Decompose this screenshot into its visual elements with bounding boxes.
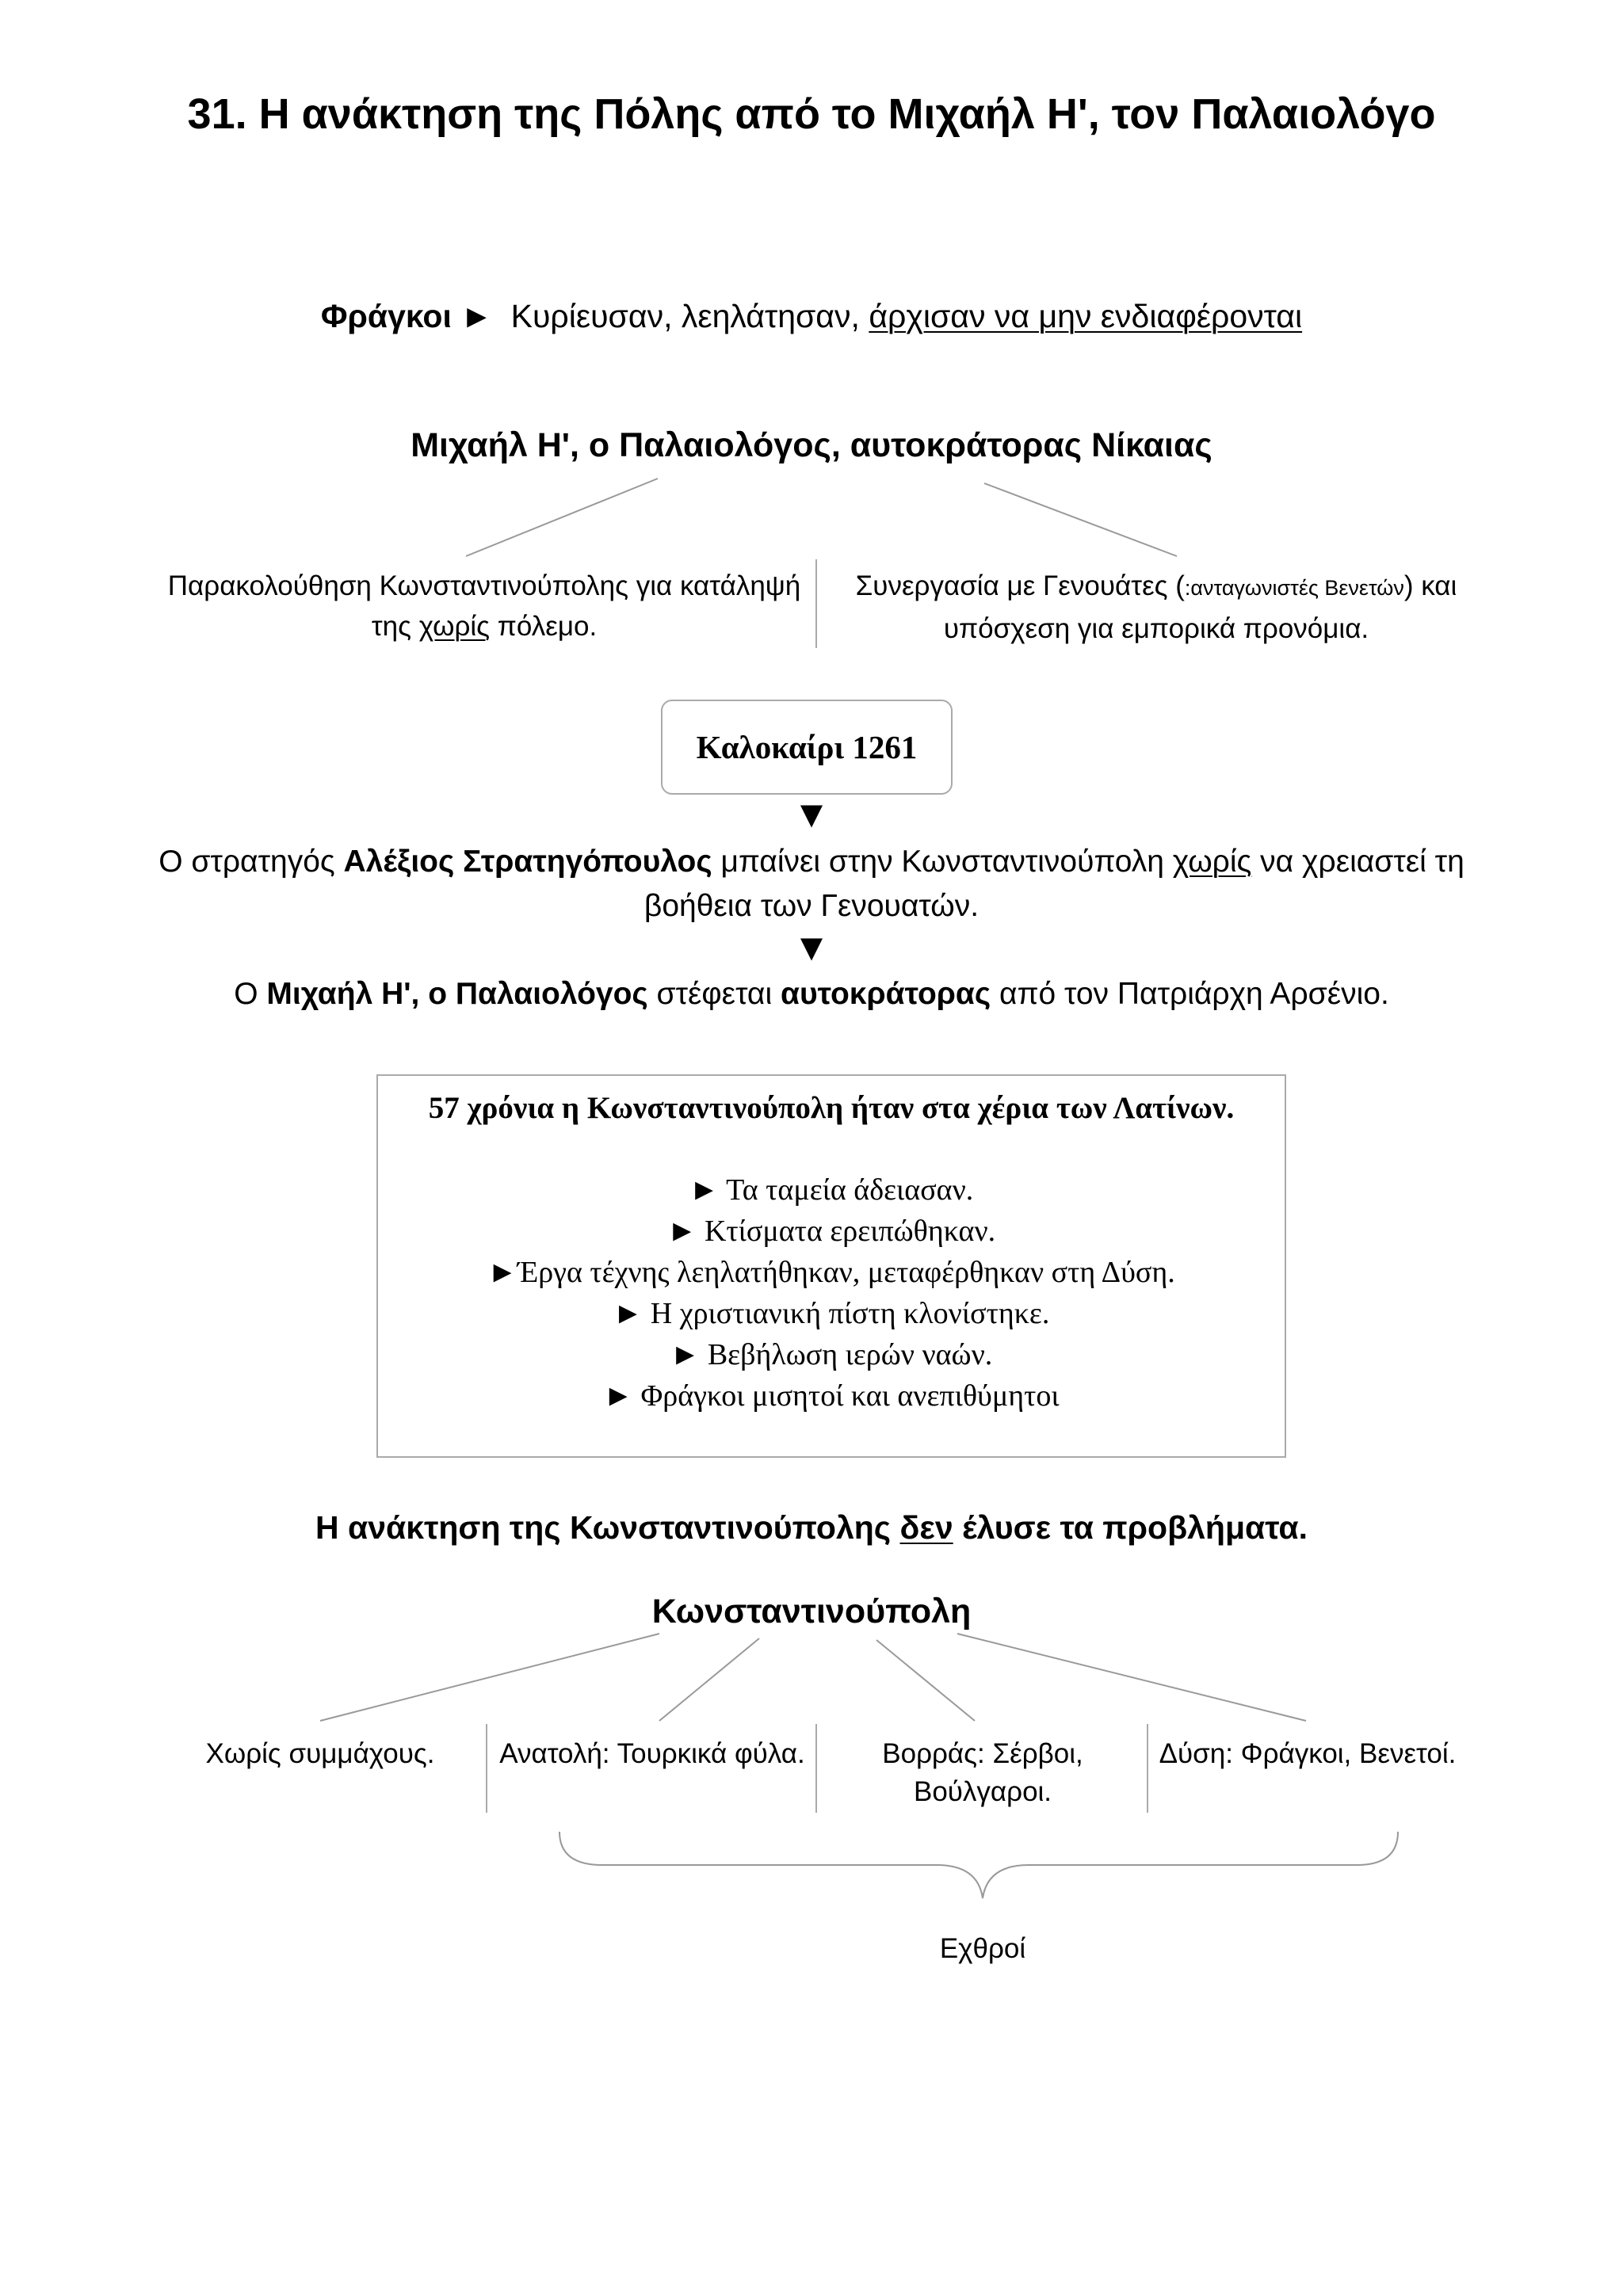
general-underlined: χωρίς — [1172, 845, 1252, 879]
latin-rule-item: ► Φράγκοι μισητοί και ανεπιθύμητοι — [603, 1379, 1060, 1413]
arrow-down-icon: ▼ — [792, 794, 831, 836]
general-name: Αλέξιος Στρατηγόπουλος — [343, 845, 712, 879]
coronation-line — [98, 973, 1525, 1016]
general-before: Ο στρατηγός — [158, 845, 335, 879]
connector-cpl-1 — [659, 1638, 759, 1721]
franks-text: Κυρίευσαν, λεηλάτησαν, — [510, 298, 860, 334]
date-label: Καλοκαίρι 1261 — [696, 729, 918, 765]
recovery-after: έλυσε τα προβλήματα. — [962, 1509, 1308, 1546]
branch-right-text: Συνεργασία με Γενουάτες ( — [855, 570, 1185, 601]
arrow-down-icon: ▼ — [792, 927, 831, 969]
connector-cpl-3 — [957, 1634, 1306, 1721]
branch-right-end: ) και υπόσχεση για εμπορικά προνόμια. — [943, 570, 1457, 644]
arrow-right-icon: ► — [460, 298, 493, 334]
recovery-before: Η ανάκτηση της Κωνσταντινούπολης — [315, 1509, 892, 1546]
recovery-underlined: δεν — [899, 1509, 953, 1546]
branch-left-underlined: χωρίς — [418, 611, 491, 642]
constantinople-heading: Κωνσταντινούπολη — [651, 1592, 972, 1630]
latin-rule-item: ► Η χριστιανική πίστη κλονίστηκε. — [613, 1297, 1050, 1330]
latin-rule-item: ► Βεβήλωση ιερών ναών. — [670, 1338, 993, 1371]
latin-rule-item: ► Τα ταμεία άδειασαν. — [689, 1173, 974, 1207]
latin-rule-heading: 57 χρόνια η Κωνσταντινούπολη ήταν στα χέρια των Λατίνων. — [428, 1091, 1235, 1125]
franks-underlined: άρχισαν να μην ενδιαφέρονται — [869, 298, 1303, 334]
franks-label: Φράγκοι — [320, 298, 452, 334]
branch-left — [155, 566, 813, 646]
branch-right — [819, 566, 1493, 649]
situation-north: Βορράς: Σέρβοι, Βούλγαροι. — [882, 1738, 1083, 1807]
connector-michael-left — [466, 479, 658, 556]
situation-no-allies: Χωρίς συμμάχους. — [205, 1738, 435, 1769]
situation-west: Δύση: Φράγκοι, Βενετοί. — [1159, 1738, 1457, 1769]
connector-michael-right — [984, 483, 1177, 556]
enemies-label: Εχθροί — [939, 1933, 1026, 1964]
michael-heading: Μιχαήλ Η', ο Παλαιολόγος, αυτοκράτορας Νίκαιας — [411, 426, 1212, 464]
recovery-statement — [98, 1505, 1525, 1550]
branch-left-end: πόλεμο. — [497, 611, 598, 642]
coronation-title: αυτοκράτορας — [780, 977, 991, 1011]
latin-rule-item: ►Έργα τέχνης λεηλατήθηκαν, μεταφέρθηκαν στη Δύση. — [487, 1256, 1175, 1289]
situation-east: Ανατολή: Τουρκικά φύλα. — [499, 1738, 805, 1769]
general-entry — [146, 840, 1477, 929]
coronation-name: Μιχαήλ Η', ο Παλαιολόγος — [266, 977, 648, 1011]
connector-cpl-2 — [876, 1640, 975, 1721]
date-box — [661, 700, 953, 795]
latin-rule-item: ► Κτίσματα ερειπώθηκαν. — [666, 1215, 996, 1248]
branch-right-note: :ανταγωνιστές Βενετών — [1184, 576, 1404, 600]
franks-line — [98, 295, 1525, 338]
coronation-middle: στέφεται — [656, 977, 773, 1011]
coronation-before: Ο — [234, 977, 258, 1011]
general-middle: μπαίνει στην Κωνσταντινούπολη — [720, 845, 1164, 879]
enemies-brace — [559, 1832, 1398, 1898]
page-title: 31. Η ανάκτηση της Πόλης από το Μιχαήλ Η', τον Παλαιολόγο — [187, 90, 1436, 138]
coronation-after: από τον Πατριάρχη Αρσένιο. — [999, 977, 1389, 1011]
branch-left-text: Παρακολούθηση Κωνσταντινούπολης για κατάληψή της — [167, 570, 801, 642]
connector-cpl-0 — [320, 1634, 659, 1721]
general-after: να χρειαστεί τη βοήθεια των Γενουατών. — [643, 845, 1465, 923]
